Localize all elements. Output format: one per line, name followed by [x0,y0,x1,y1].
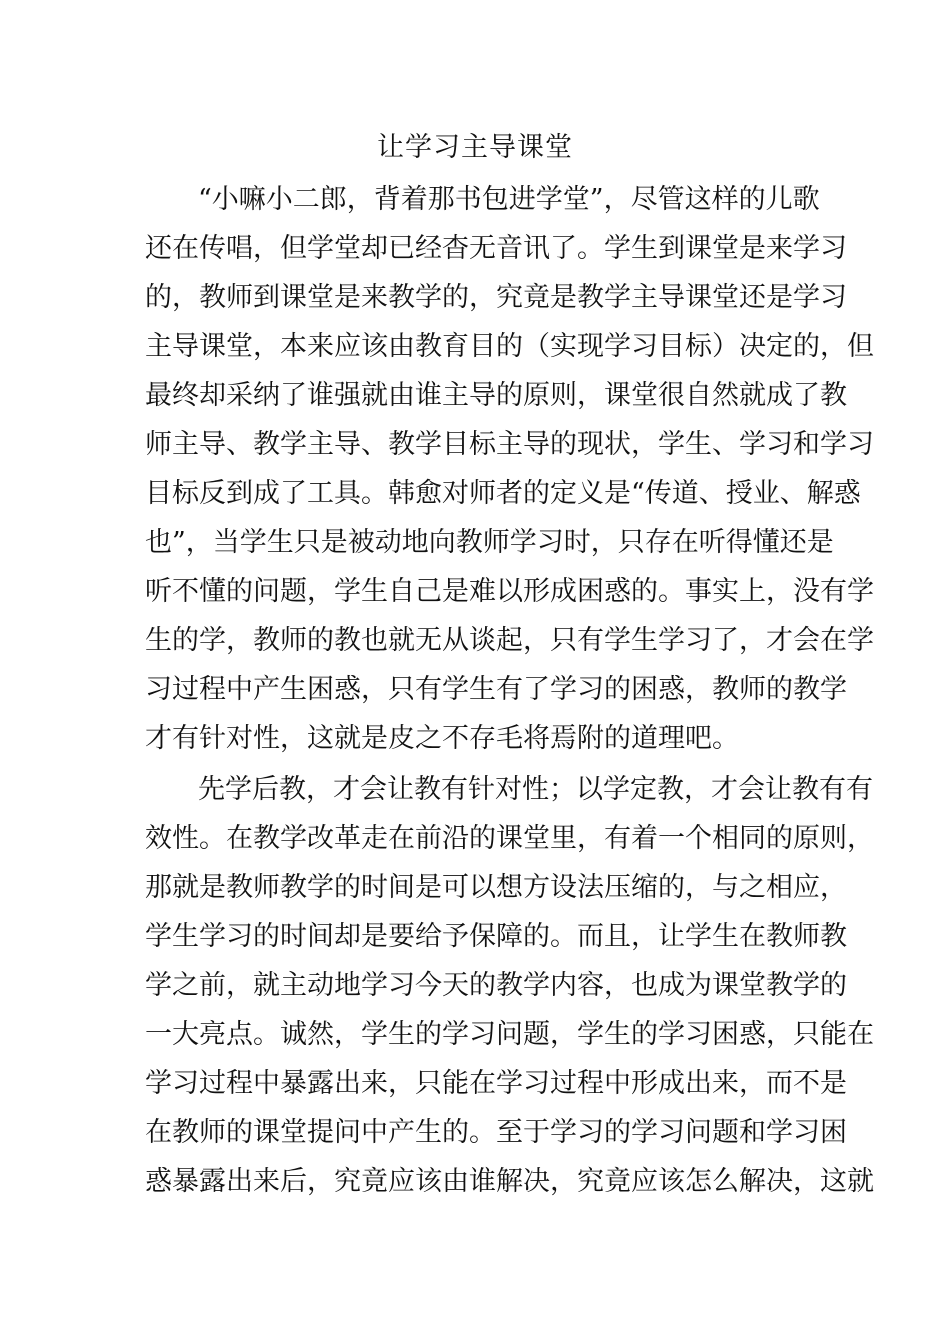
paragraph-1-line-9: 听不懂的问题，学生自己是难以形成困惑的。事实上，没有学 [145,576,874,607]
paragraph-2-line-5: 学之前，就主动地学习今天的教学内容，也成为课堂教学的 [145,970,847,1001]
paragraph-2-line-8: 在教师的课堂提问中产生的。至于学习的学习问题和学习困 [145,1117,847,1148]
paragraph-1-line-12: 才有针对性，这就是皮之不存毛将焉附的道理吧。 [145,723,739,754]
paragraph-2-line-2: 效性。在教学改革走在前沿的课堂里，有着一个相同的原则， [145,823,874,854]
paragraph-2-line-3: 那就是教师教学的时间是可以想方设法压缩的，与之相应， [145,872,847,903]
paragraph-2-line-6: 一大亮点。诚然，学生的学习问题，学生的学习困惑，只能在 [145,1019,874,1050]
paragraph-1-line-8: 也”，当学生只是被动地向教师学习时，只存在听得懂还是 [145,527,834,558]
paragraph-1-line-2: 还在传唱，但学堂却已经杳无音讯了。学生到课堂是来学习 [145,233,847,264]
paragraph-2-line-7: 学习过程中暴露出来，只能在学习过程中形成出来，而不是 [145,1068,847,1099]
paragraph-1-line-6: 师主导、教学主导、教学目标主导的现状，学生、学习和学习 [145,429,874,460]
paragraph-1-line-7: 目标反到成了工具。韩愈对师者的定义是“传道、授业、解惑 [145,478,861,509]
paragraph-2-line-9: 惑暴露出来后，究竟应该由谁解决，究竟应该怎么解决，这就 [145,1166,874,1197]
paragraph-1-line-10: 生的学，教师的教也就无从谈起，只有学生学习了，才会在学 [145,625,874,656]
paragraph-1-line-11: 习过程中产生困惑，只有学生有了学习的困惑，教师的教学 [145,674,847,705]
paragraph-1-line-3: 的，教师到课堂是来教学的，究竟是教学主导课堂还是学习 [145,282,847,313]
paragraph-2-line-1: 先学后教，才会让教有针对性；以学定教，才会让教有有 [198,774,873,805]
paragraph-1-line-4: 主导课堂，本来应该由教育目的（实现学习目标）决定的，但 [145,331,874,362]
paragraph-1-line-1: “小嘛小二郎，背着那书包进学堂”，尽管这样的儿歌 [198,184,820,215]
paragraph-2-line-4: 学生学习的时间却是要给予保障的。而且，让学生在教师教 [145,921,847,952]
paragraph-1-line-5: 最终却采纳了谁强就由谁主导的原则，课堂很自然就成了教 [145,380,847,411]
document-title: 让学习主导课堂 [377,132,573,163]
